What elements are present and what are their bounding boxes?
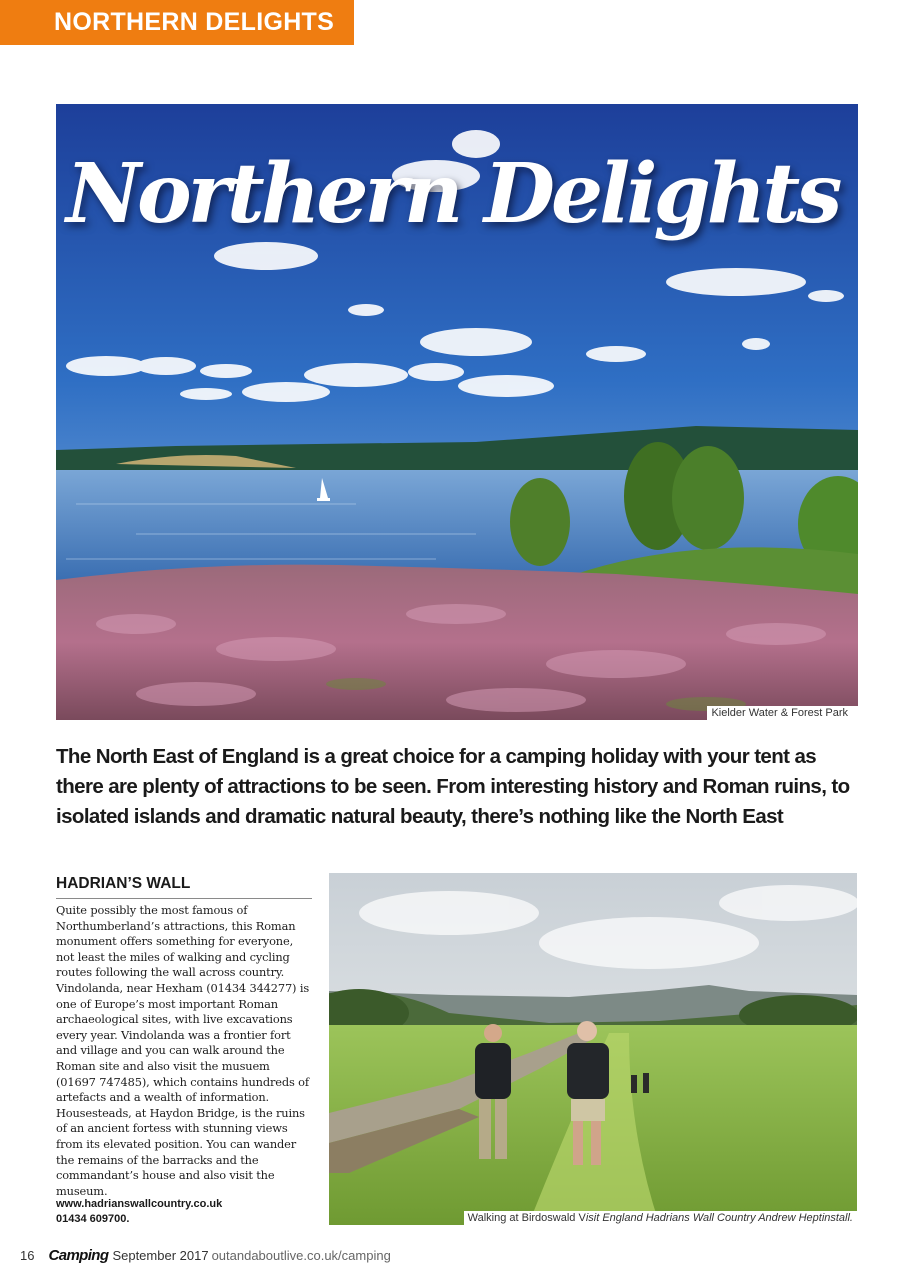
article-body: Quite possibly the most famous of Northumberland’s attractions, this Roman monument offers something for everyone, not least the miles of walking and cycling routes following the wall across country. Vindolanda, near Hexham (01434 344277) is one of Europe’s most important Roman archaeological sites, with live excavations every year. Vindolanda was a frontier fort and village and you can walk around the Roman site and also visit the musuem (01697 747485), which contains hundreds of artefacts and a wealth of information. Housesteads, at Haydon Bridge, is the ruins of an ancient fortess with stunning views from its elevated position. You can wander the remains of the barracks and the commandant’s house and also visit the museum. (56, 903, 310, 1198)
page-number: 16 (20, 1248, 35, 1263)
hero-title: Northern Delights (66, 146, 839, 242)
article-heading: HADRIAN’S WALL (56, 874, 312, 899)
caption-main: Walking at Birdoswald V (467, 1212, 586, 1224)
caption-credit: isit England Hadrians Wall Country Andrew Heptinstall. (585, 1212, 853, 1224)
magazine-logo: Camping (48, 1247, 109, 1264)
page-footer (20, 1245, 391, 1267)
hero-caption: Kielder Water & Forest Park (707, 706, 858, 720)
standfirst: The North East of England is a great choice for a camping holiday with your tent as there are plenty of attractions to be seen. From interesting history and Roman ruins, to isolated islands and dramatic natural beauty, there’s nothing like the North East (56, 745, 850, 828)
walkers-photo (329, 873, 857, 1225)
section-tab: NORTHERN DELIGHTS (0, 0, 354, 45)
issue-date: September 2017 (112, 1248, 209, 1263)
walkers-image (329, 873, 857, 1225)
article-website-link[interactable]: www.hadrianswallcountry.co.uk (56, 1198, 223, 1210)
hero-photo (56, 104, 858, 720)
article-phone: 01434 609700. (56, 1213, 130, 1225)
footer-url[interactable]: outandaboutlive.co.uk/camping (211, 1248, 391, 1263)
walkers-caption (464, 1211, 857, 1225)
